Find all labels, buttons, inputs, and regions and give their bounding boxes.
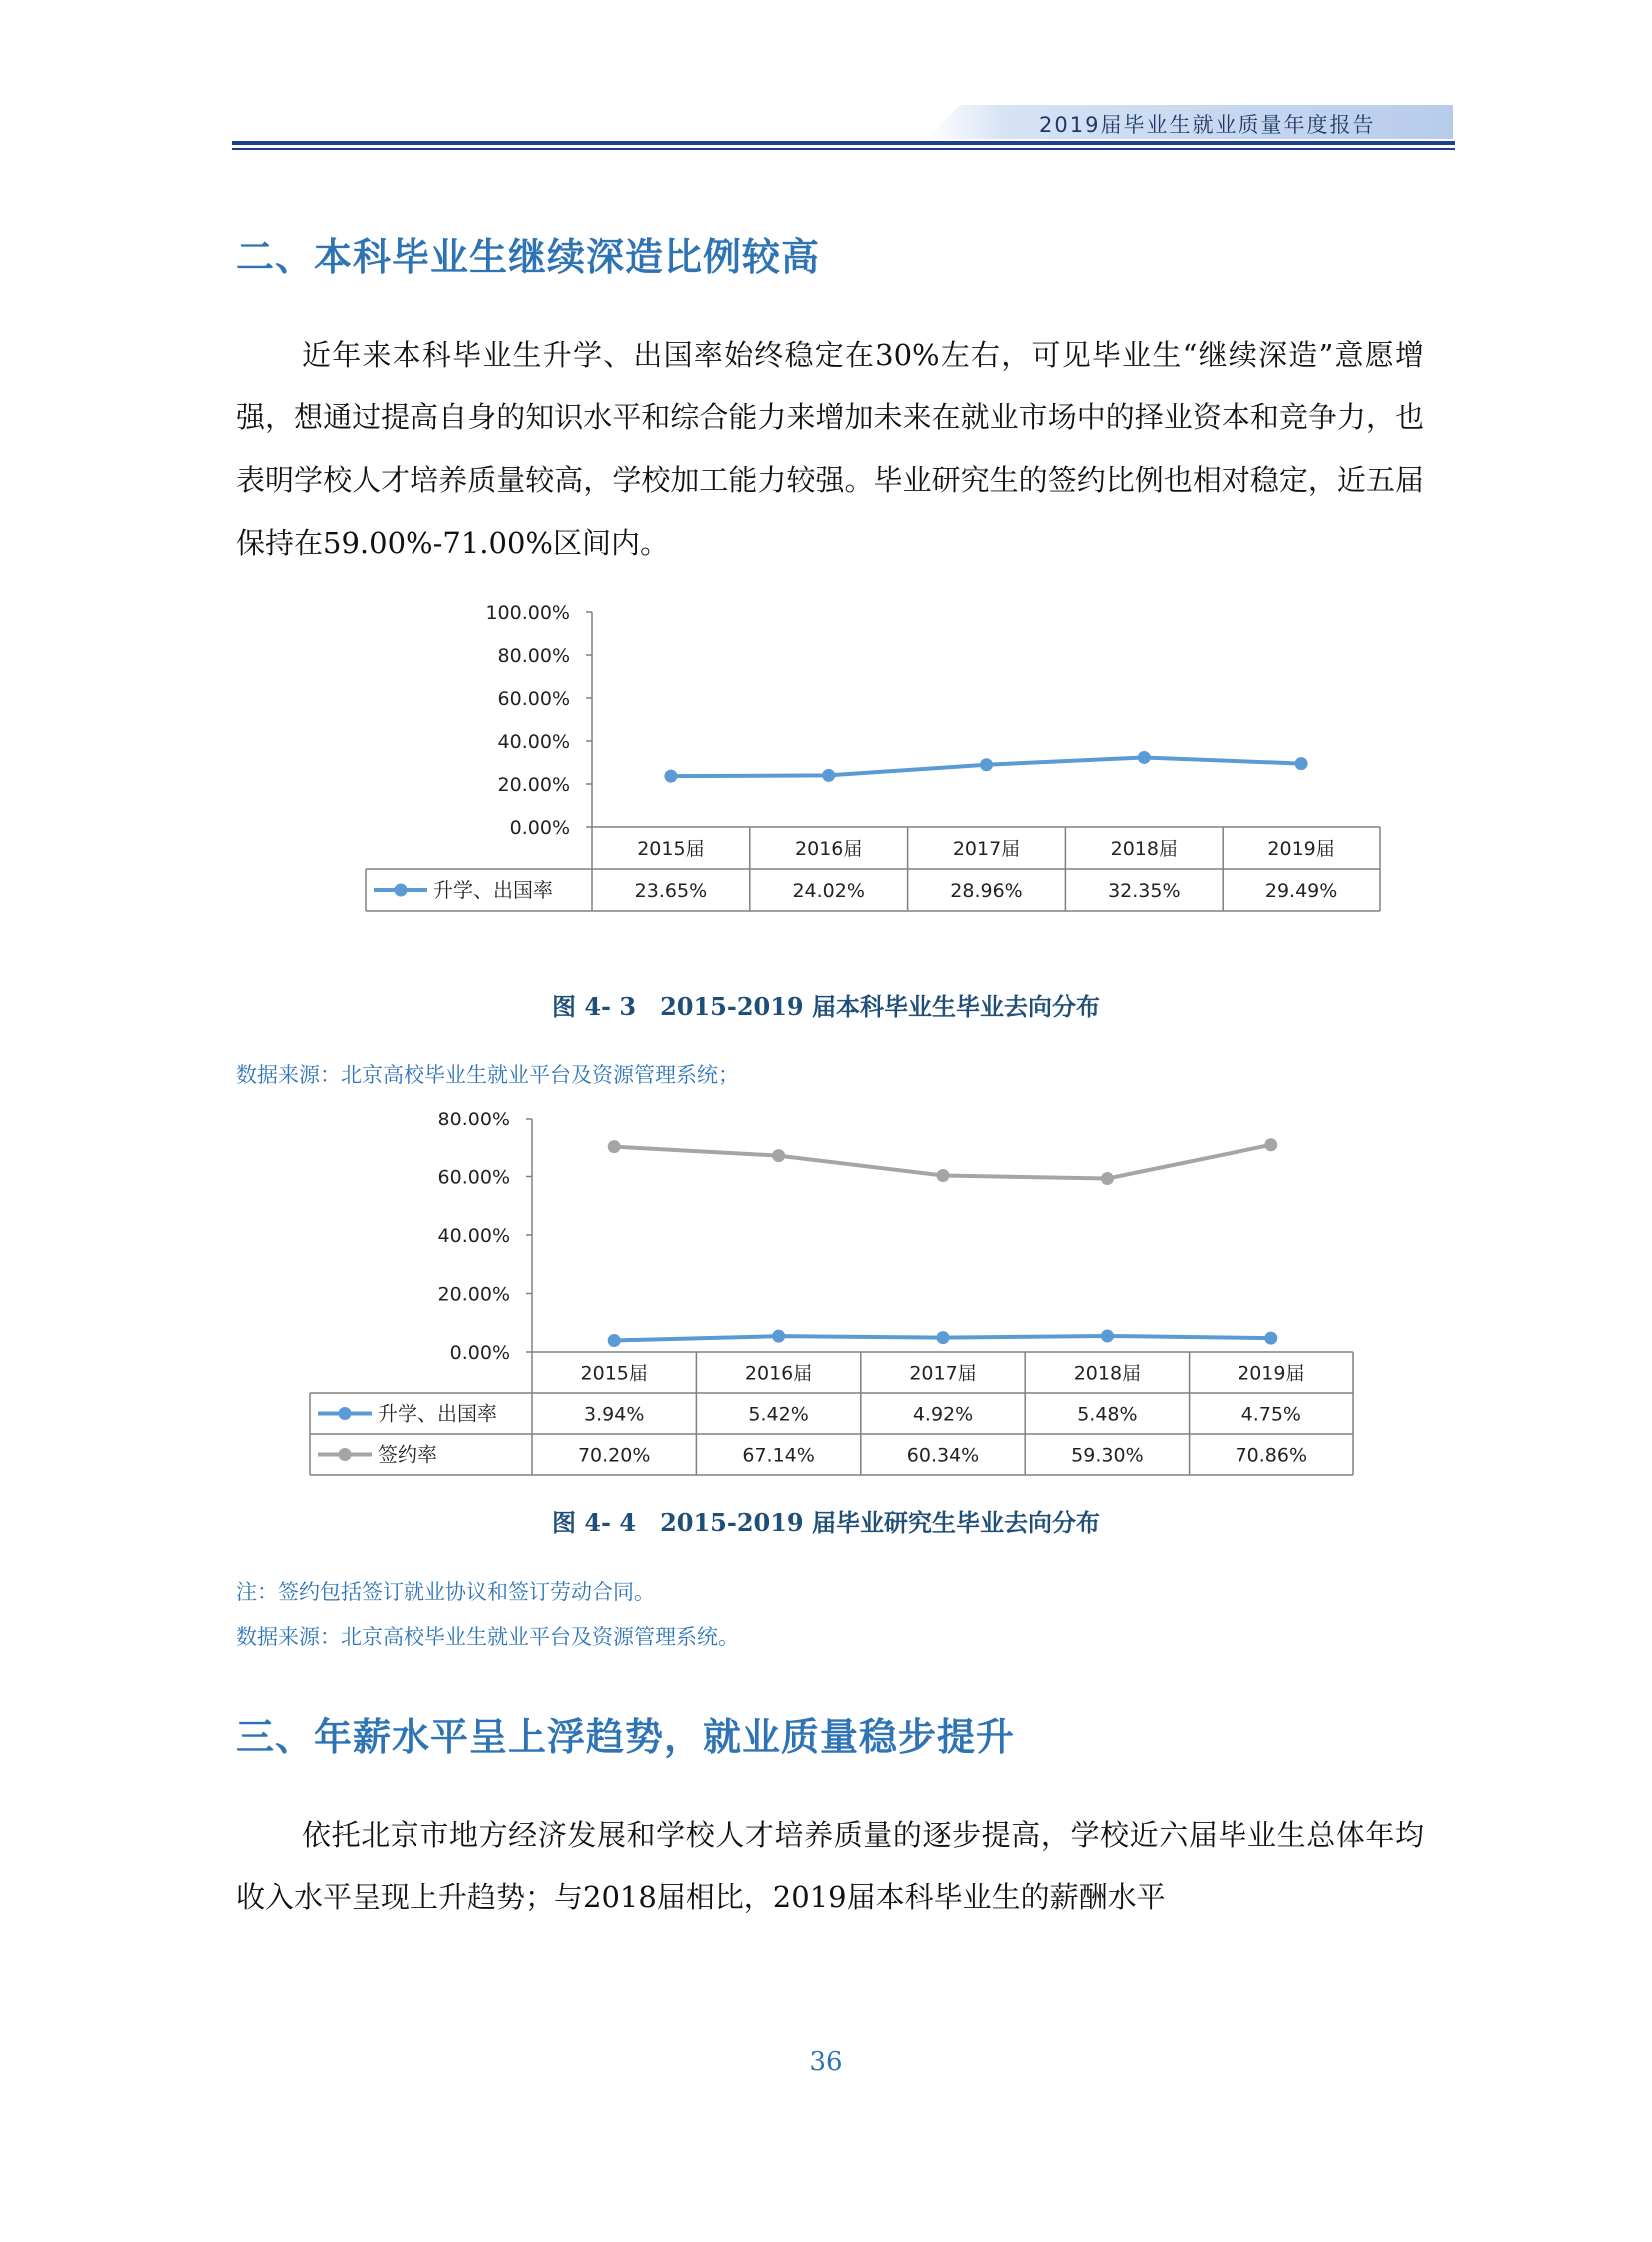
page-number: 36 — [809, 2047, 843, 2077]
section2-paragraph: 近年来本科毕业生升学、出国率始终稳定在30%左右，可见毕业生“继续深造”意愿增强，想通过提高自身的知识水平和综合能力来增加未来在就业市场中的择业资本和竞争力，也表明学校人才培养质量较高，学校加工能力较强。毕业研究生的签约比例也相对稳定，近五届保持在59.00%-71.00%区间内。 — [236, 338, 1424, 560]
data-label: 3.94% — [584, 1403, 645, 1426]
data-label: 29.49% — [1264, 880, 1338, 902]
y-tick-label: 40.00% — [497, 731, 570, 753]
data-point — [980, 758, 993, 771]
data-point — [822, 769, 835, 782]
data-point — [937, 1331, 950, 1344]
figure-4-4-caption: 图 4- 4 2015-2019 届毕业研究生毕业去向分布 — [552, 1508, 1100, 1537]
data-point — [608, 1334, 621, 1347]
header-rule-thin — [232, 148, 1455, 150]
data-point — [664, 770, 677, 783]
figure-4-3-caption: 图 4- 3 2015-2019 届本科毕业生毕业去向分布 — [552, 992, 1100, 1021]
y-tick-label: 80.00% — [437, 1109, 510, 1130]
category-label: 2019届 — [1238, 1362, 1305, 1385]
y-tick-label: 0.00% — [509, 817, 570, 839]
legend-label: 签约率 — [378, 1442, 437, 1467]
data-source-note-2: 数据来源：北京高校毕业生就业平台及资源管理系统。 — [236, 1625, 739, 1649]
footnote-signing: 注：签约包括签订就业协议和签订劳动合同。 — [236, 1580, 655, 1604]
data-point — [1264, 1138, 1277, 1151]
category-label: 2017届 — [952, 838, 1021, 860]
category-label: 2018届 — [1073, 1362, 1142, 1385]
category-label: 2017届 — [909, 1362, 977, 1385]
y-tick-label: 80.00% — [497, 645, 570, 667]
y-tick-label: 60.00% — [437, 1166, 510, 1189]
data-point — [1101, 1172, 1114, 1185]
legend-label: 升学、出国率 — [378, 1401, 497, 1426]
section3-paragraph: 依托北京市地方经济发展和学校人才培养质量的逐步提高，学校近六届毕业生总体年均收入水平呈现上升趋势；与2018届相比，2019届本科毕业生的薪酬水平 — [236, 1818, 1424, 1914]
data-label: 67.14% — [742, 1444, 815, 1467]
data-point — [1264, 1332, 1277, 1345]
data-point — [937, 1169, 950, 1182]
data-source-note-1: 数据来源：北京高校毕业生就业平台及资源管理系统； — [236, 1063, 739, 1087]
data-label: 70.86% — [1235, 1444, 1308, 1467]
data-label: 59.30% — [1071, 1444, 1144, 1467]
section-heading-2: 二、本科毕业生继续深造比例较高 — [236, 235, 821, 279]
y-tick-label: 20.00% — [437, 1283, 510, 1306]
data-label: 24.02% — [792, 880, 865, 902]
legend-label: 升学、出国率 — [433, 878, 553, 902]
data-label: 4.75% — [1240, 1403, 1301, 1426]
y-tick-label: 20.00% — [497, 774, 570, 796]
category-label: 2015届 — [637, 838, 705, 860]
chart-undergrad-destination — [350, 594, 1398, 914]
data-point — [1138, 751, 1151, 764]
data-label: 5.48% — [1077, 1403, 1138, 1426]
data-point — [1101, 1329, 1114, 1342]
data-label: 70.20% — [577, 1444, 651, 1467]
data-label: 32.35% — [1108, 880, 1181, 902]
legend-marker — [395, 884, 408, 897]
section-heading-3: 三、年薪水平呈上浮趋势，就业质量稳步提升 — [236, 1715, 1016, 1759]
category-label: 2016届 — [744, 1362, 813, 1385]
y-tick-label: 100.00% — [485, 602, 570, 624]
category-label: 2016届 — [795, 838, 863, 860]
legend-marker — [339, 1448, 352, 1461]
legend-marker — [339, 1407, 352, 1420]
data-point — [772, 1330, 785, 1343]
category-label: 2018届 — [1110, 838, 1178, 860]
data-label: 28.96% — [950, 880, 1023, 902]
data-label: 60.34% — [906, 1444, 980, 1467]
data-label: 4.92% — [912, 1403, 974, 1426]
data-point — [772, 1149, 785, 1162]
y-tick-label: 0.00% — [449, 1342, 510, 1364]
y-tick-label: 40.00% — [437, 1225, 510, 1247]
header-title: 2019届毕业生就业质量年度报告 — [1039, 113, 1376, 137]
data-label: 23.65% — [634, 880, 708, 902]
chart-graduate-destination — [300, 1099, 1398, 1478]
data-label: 5.42% — [748, 1403, 809, 1426]
category-label: 2015届 — [580, 1362, 648, 1385]
header-rule — [232, 141, 1455, 145]
data-point — [1295, 757, 1308, 770]
category-label: 2019届 — [1267, 838, 1335, 860]
data-point — [608, 1140, 621, 1153]
y-tick-label: 60.00% — [497, 688, 570, 710]
